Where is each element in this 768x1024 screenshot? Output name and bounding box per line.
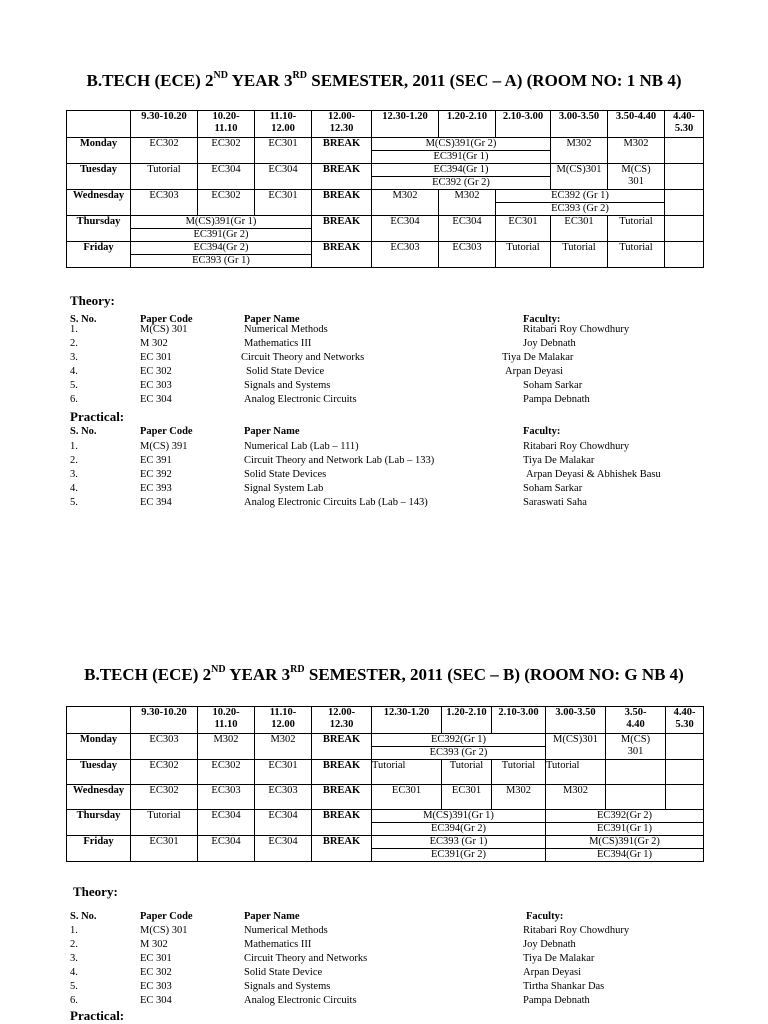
list-item: 4. <box>70 366 78 377</box>
day-label: Friday <box>67 242 131 268</box>
list-item: 3. <box>70 352 78 363</box>
list-item: M(CS) 301 <box>140 925 188 936</box>
class-cell: EC301 <box>255 760 312 785</box>
class-cell <box>666 785 704 810</box>
class-cell: EC304 <box>198 836 255 862</box>
class-cell: Tutorial <box>546 760 606 785</box>
list-item: Analog Electronic Circuits <box>244 394 357 405</box>
break-cell: BREAK <box>312 216 372 242</box>
class-cell <box>665 216 704 242</box>
list-item: Numerical Methods <box>244 324 328 335</box>
list-item: Soham Sarkar <box>523 483 583 494</box>
list-item: Analog Electronic Circuits Lab (Lab – 143) <box>244 497 428 508</box>
lab-cell: EC392 (Gr 1) <box>496 190 665 203</box>
lab-cell: M(CS)391(Gr 2) <box>546 836 704 849</box>
section-a-timetable <box>66 110 704 268</box>
list-item: EC 302 <box>140 967 172 978</box>
class-cell: EC304 <box>372 216 439 242</box>
list-item: EC 304 <box>140 394 172 405</box>
list-item: Joy Debnath <box>523 939 576 950</box>
practical-heading: Practical: <box>70 1008 125 1023</box>
time-slot: 12.30-1.20 <box>372 111 439 138</box>
class-cell: EC303 <box>198 785 255 810</box>
practical-heading: Practical: <box>70 409 125 424</box>
list-item: EC 302 <box>140 366 172 377</box>
class-cell: M302 <box>608 138 665 164</box>
lab-cell: M(CS)391(Gr 1) <box>372 810 546 823</box>
list-item: Solid State Device <box>246 366 325 377</box>
class-cell <box>665 138 704 164</box>
class-cell: EC301 <box>255 190 312 216</box>
lab-cell: EC393 (Gr 1) <box>131 255 312 268</box>
break-cell: BREAK <box>312 836 372 862</box>
list-item: Soham Sarkar <box>523 380 583 391</box>
header-row <box>67 111 704 138</box>
class-cell <box>665 242 704 268</box>
list-item: 5. <box>70 380 78 391</box>
list-item: EC 303 <box>140 981 172 992</box>
col-code-header: Paper Code <box>140 314 193 325</box>
class-cell: EC303 <box>439 242 496 268</box>
corner-cell <box>67 707 131 734</box>
lab-cell: EC392 (Gr 2) <box>372 177 551 190</box>
list-item: M(CS) 391 <box>140 441 188 452</box>
theory-heading: Theory: <box>70 293 115 308</box>
list-item: Circuit Theory and Networks <box>244 953 368 964</box>
class-cell: M302 <box>198 734 255 760</box>
class-cell: EC302 <box>198 190 255 216</box>
list-item: Numerical Lab (Lab – 111) <box>244 441 359 452</box>
class-cell: M302 <box>546 785 606 810</box>
day-label: Wednesday <box>67 190 131 216</box>
list-item: EC 301 <box>140 953 172 964</box>
col-code-header: Paper Code <box>140 911 193 922</box>
class-cell: EC302 <box>131 138 198 164</box>
class-cell: EC304 <box>255 164 312 190</box>
break-cell: BREAK <box>312 810 372 836</box>
col-name-header: Paper Name <box>244 426 300 437</box>
list-item: 6. <box>70 995 78 1006</box>
class-cell: M(CS)301 <box>551 164 608 190</box>
class-cell: M(CS) 301 <box>606 734 666 760</box>
class-cell: EC304 <box>255 836 312 862</box>
break-cell: BREAK <box>312 785 372 810</box>
lab-cell: EC392(Gr 1) <box>372 734 546 747</box>
lab-cell: EC391(Gr 2) <box>372 849 546 862</box>
list-item: Numerical Methods <box>244 925 328 936</box>
list-item: EC 303 <box>140 380 172 391</box>
list-item: 4. <box>70 967 78 978</box>
col-faculty-header: Faculty: <box>526 911 564 922</box>
list-item: 1. <box>70 925 78 936</box>
section-b-timetable <box>66 706 704 862</box>
time-slot: 11.10- 12.00 <box>255 707 312 734</box>
class-cell: EC302 <box>131 760 198 785</box>
list-item: Arpan Deyasi <box>523 967 582 978</box>
col-faculty-header: Faculty: <box>523 314 561 325</box>
break-cell: BREAK <box>312 760 372 785</box>
class-cell: EC301 <box>496 216 551 242</box>
class-cell: EC303 <box>131 190 198 216</box>
list-item: Signals and Systems <box>244 380 331 391</box>
list-item: EC 391 <box>140 455 172 466</box>
col-faculty-header: Faculty: <box>523 426 561 437</box>
day-label: Monday <box>67 734 131 760</box>
class-cell <box>666 734 704 760</box>
list-item: Signals and Systems <box>244 981 331 992</box>
class-cell: M(CS) 301 <box>608 164 665 190</box>
list-item: 2. <box>70 338 78 349</box>
list-item: 4. <box>70 483 78 494</box>
time-slot: 4.40- 5.30 <box>665 111 704 138</box>
time-slot: 11.10- 12.00 <box>255 111 312 138</box>
lab-cell: M(CS)391(Gr 1) <box>131 216 312 229</box>
class-cell: EC302 <box>198 138 255 164</box>
class-cell: Tutorial <box>372 760 442 785</box>
class-cell: EC301 <box>551 216 608 242</box>
list-item: M 302 <box>140 338 168 349</box>
section-b-title: B.TECH (ECE) 2ND YEAR 3RD SEMESTER, 2011 (SEC – B) (ROOM NO: G NB 4) <box>84 664 684 684</box>
list-item: Tiya De Malakar <box>523 455 595 466</box>
class-cell: EC303 <box>255 785 312 810</box>
class-cell: EC304 <box>255 810 312 836</box>
list-item: Arpan Deyasi <box>505 366 564 377</box>
class-cell: EC301 <box>255 138 312 164</box>
time-slot: 3.50- 4.40 <box>606 707 666 734</box>
class-cell: EC304 <box>439 216 496 242</box>
list-item: Mathematics III <box>244 338 312 349</box>
class-cell <box>606 760 666 785</box>
col-sno-header: S. No. <box>70 911 97 922</box>
class-cell <box>665 190 704 216</box>
list-item: EC 393 <box>140 483 172 494</box>
class-cell: M302 <box>255 734 312 760</box>
list-item: 3. <box>70 469 78 480</box>
time-slot: 3.00-3.50 <box>546 707 606 734</box>
class-cell: M302 <box>492 785 546 810</box>
class-cell: EC303 <box>131 734 198 760</box>
break-cell: BREAK <box>312 734 372 760</box>
day-label: Monday <box>67 138 131 164</box>
list-item: Saraswati Saha <box>523 497 587 508</box>
list-item: Solid State Device <box>244 967 323 978</box>
class-cell: EC304 <box>198 810 255 836</box>
lab-cell: EC393 (Gr 1) <box>372 836 546 849</box>
class-cell: EC304 <box>198 164 255 190</box>
list-item: Solid State Devices <box>244 469 327 480</box>
list-item: Tiya De Malakar <box>502 352 574 363</box>
lab-cell: EC394(Gr 1) <box>372 164 551 177</box>
time-slot: 12.00- 12.30 <box>312 707 372 734</box>
time-slot: 12.00- 12.30 <box>312 111 372 138</box>
list-item: M(CS) 301 <box>140 324 188 335</box>
col-name-header: Paper Name <box>244 911 300 922</box>
list-item: Circuit Theory and Networks <box>241 352 365 363</box>
lab-cell: EC391(Gr 1) <box>372 151 551 164</box>
day-label: Friday <box>67 836 131 862</box>
lab-cell: EC394(Gr 1) <box>546 849 704 862</box>
list-item: Tiya De Malakar <box>523 953 595 964</box>
class-cell: Tutorial <box>442 760 492 785</box>
time-slot: 2.10-3.00 <box>492 707 546 734</box>
time-slot: 12.30-1.20 <box>372 707 442 734</box>
break-cell: BREAK <box>312 138 372 164</box>
day-label: Tuesday <box>67 760 131 785</box>
list-item: 2. <box>70 939 78 950</box>
lab-cell: EC391(Gr 1) <box>546 823 704 836</box>
time-slot: 3.00-3.50 <box>551 111 608 138</box>
class-cell: EC301 <box>372 785 442 810</box>
class-cell: Tutorial <box>131 164 198 190</box>
list-item: 5. <box>70 497 78 508</box>
col-name-header: Paper Name <box>244 314 300 325</box>
class-cell <box>606 785 666 810</box>
class-cell <box>666 760 704 785</box>
list-item: EC 304 <box>140 995 172 1006</box>
col-sno-header: S. No. <box>70 426 97 437</box>
list-item: Ritabari Roy Chowdhury <box>523 925 630 936</box>
time-slot: 4.40- 5.30 <box>666 707 704 734</box>
class-cell <box>665 164 704 190</box>
class-cell: M302 <box>439 190 496 216</box>
list-item: Ritabari Roy Chowdhury <box>523 441 630 452</box>
class-cell: EC302 <box>131 785 198 810</box>
list-item: 2. <box>70 455 78 466</box>
list-item: EC 392 <box>140 469 172 480</box>
list-item: Arpan Deyasi & Abhishek Basu <box>526 469 661 480</box>
class-cell: Tutorial <box>608 216 665 242</box>
class-cell: EC301 <box>442 785 492 810</box>
list-item: Mathematics III <box>244 939 312 950</box>
class-cell: EC303 <box>372 242 439 268</box>
list-item: 1. <box>70 441 78 452</box>
list-item: Ritabari Roy Chowdhury <box>523 324 630 335</box>
lab-cell: EC394(Gr 2) <box>131 242 312 255</box>
lab-cell: EC393 (Gr 2) <box>372 747 546 760</box>
class-cell: Tutorial <box>551 242 608 268</box>
time-slot: 1.20-2.10 <box>442 707 492 734</box>
class-cell: Tutorial <box>496 242 551 268</box>
day-label: Tuesday <box>67 164 131 190</box>
list-item: Analog Electronic Circuits <box>244 995 357 1006</box>
col-sno-header: S. No. <box>70 314 97 325</box>
break-cell: BREAK <box>312 242 372 268</box>
list-item: EC 301 <box>140 352 172 363</box>
day-label: Thursday <box>67 216 131 242</box>
lab-cell: EC392(Gr 2) <box>546 810 704 823</box>
list-item: EC 394 <box>140 497 172 508</box>
corner-cell <box>67 111 131 138</box>
section-a-title: B.TECH (ECE) 2ND YEAR 3RD SEMESTER, 2011 (SEC – A) (ROOM NO: 1 NB 4) <box>86 70 682 90</box>
list-item: Signal System Lab <box>244 483 324 494</box>
list-item: 1. <box>70 324 78 335</box>
list-item: Joy Debnath <box>523 338 576 349</box>
list-item: Pampa Debnath <box>523 394 590 405</box>
time-slot: 10.20- 11.10 <box>198 111 255 138</box>
lab-cell: EC391(Gr 2) <box>131 229 312 242</box>
list-item: 6. <box>70 394 78 405</box>
class-cell: EC301 <box>131 836 198 862</box>
class-cell: M(CS)301 <box>546 734 606 760</box>
break-cell: BREAK <box>312 190 372 216</box>
lab-cell: EC393 (Gr 2) <box>496 203 665 216</box>
class-cell: Tutorial <box>131 810 198 836</box>
col-code-header: Paper Code <box>140 426 193 437</box>
time-slot: 9.30-10.20 <box>131 111 198 138</box>
list-item: Tirtha Shankar Das <box>523 981 605 992</box>
class-cell: EC302 <box>198 760 255 785</box>
list-item: Circuit Theory and Network Lab (Lab – 133) <box>244 455 435 466</box>
break-cell: BREAK <box>312 164 372 190</box>
day-label: Wednesday <box>67 785 131 810</box>
list-item: 3. <box>70 953 78 964</box>
list-item: Pampa Debnath <box>523 995 590 1006</box>
class-cell: M302 <box>551 138 608 164</box>
lab-cell: EC394(Gr 2) <box>372 823 546 836</box>
time-slot: 2.10-3.00 <box>496 111 551 138</box>
time-slot: 1.20-2.10 <box>439 111 496 138</box>
class-cell: Tutorial <box>608 242 665 268</box>
lab-cell: M(CS)391(Gr 2) <box>372 138 551 151</box>
theory-heading: Theory: <box>73 884 118 899</box>
time-slot: 9.30-10.20 <box>131 707 198 734</box>
time-slot: 10.20- 11.10 <box>198 707 255 734</box>
day-label: Thursday <box>67 810 131 836</box>
time-slot: 3.50-4.40 <box>608 111 665 138</box>
list-item: M 302 <box>140 939 168 950</box>
class-cell: Tutorial <box>492 760 546 785</box>
class-cell: M302 <box>372 190 439 216</box>
list-item: 5. <box>70 981 78 992</box>
